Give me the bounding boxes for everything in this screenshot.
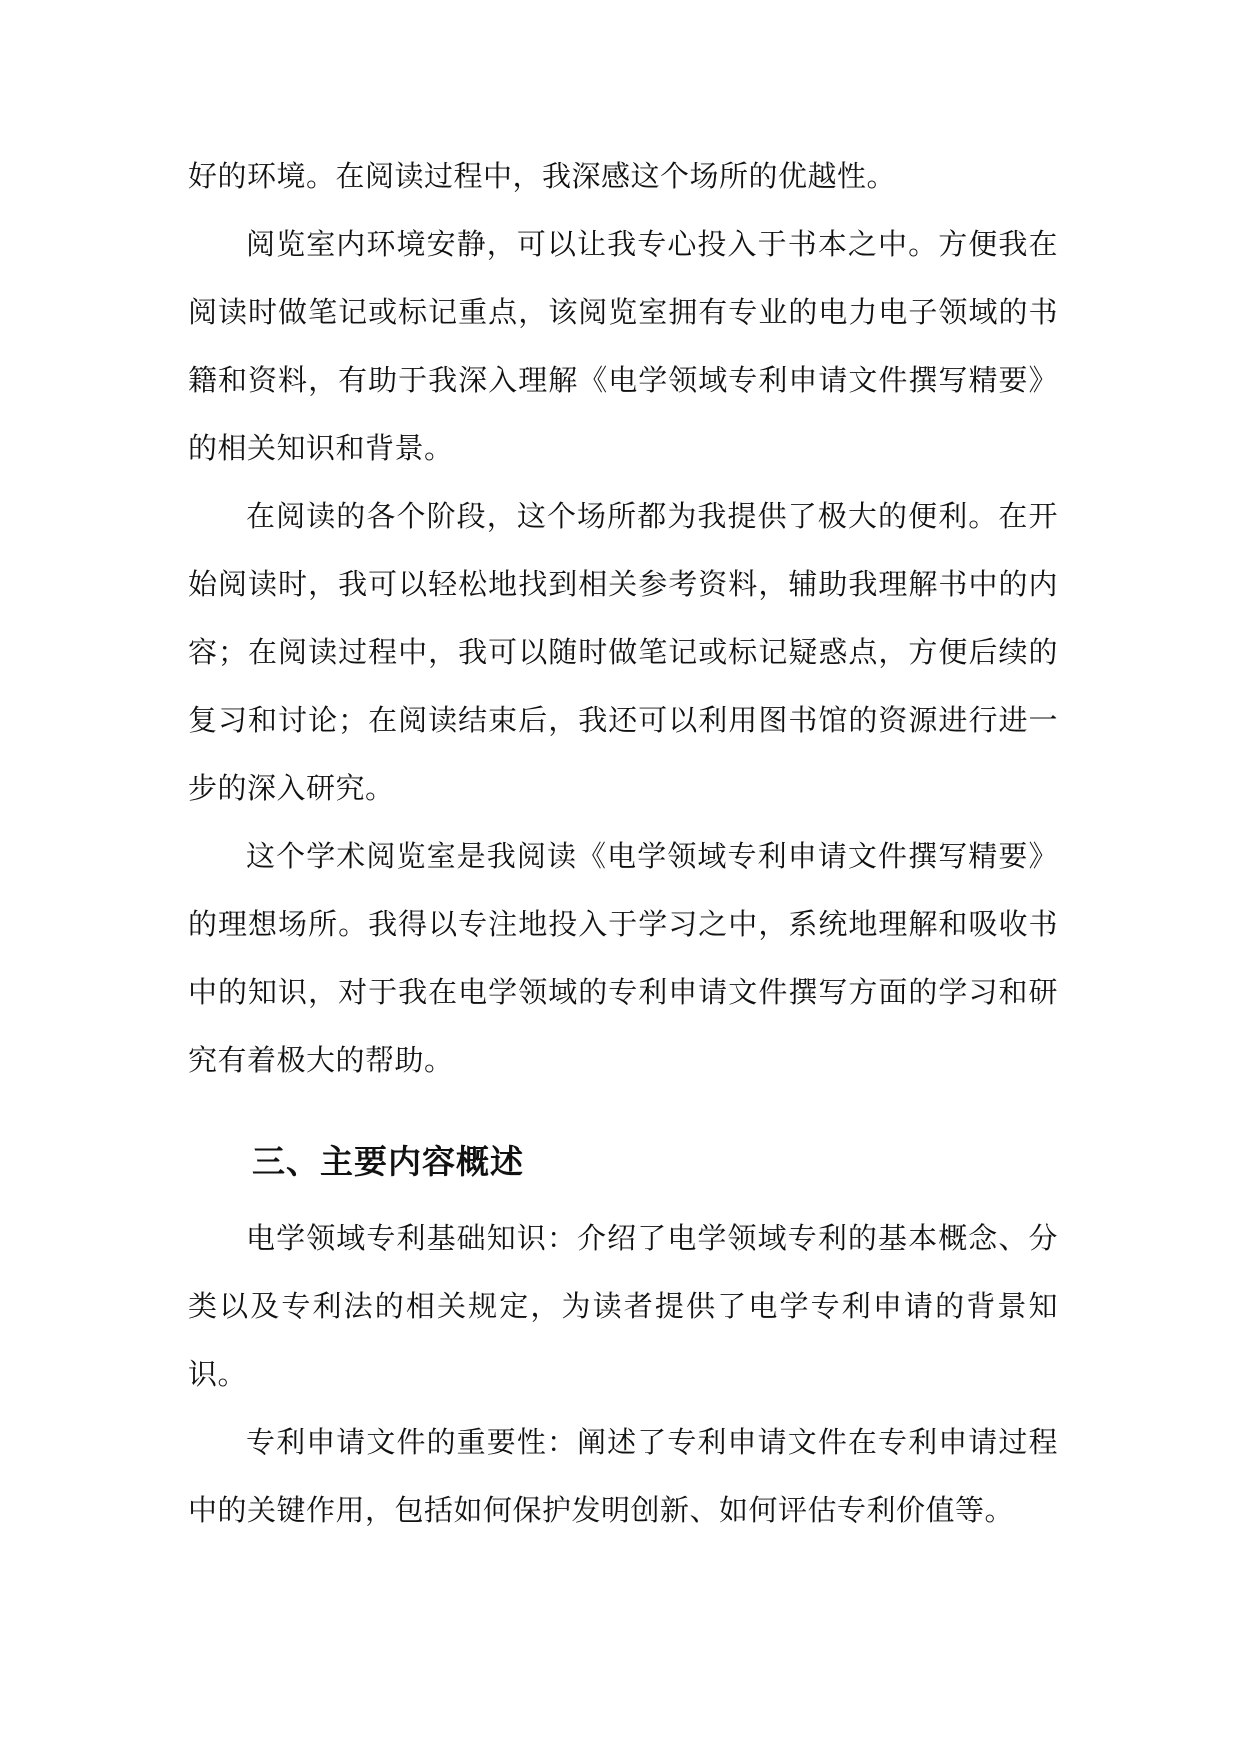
document-body: [188, 142, 1058, 1544]
paragraph-ideal-place: 这个学术阅览室是我阅读《电学领域专利申请文件撰写精要》的理想场所。我得以专注地投入于学习之中，系统地理解和吸收书中的知识，对于我在电学领域的专利申请文件撰写方面的学习和研究有着极大的帮助。: [188, 839, 1058, 1077]
paragraph-patent-basics: 电学领域专利基础知识：介绍了电学领域专利的基本概念、分类以及专利法的相关规定，为读者提供了电学专利申请的背景知识。: [188, 1221, 1058, 1391]
paragraph-reading-room-environment: 阅览室内环境安静，可以让我专心投入于书本之中。方便我在阅读时做笔记或标记重点，该阅览室拥有专业的电力电子领域的书籍和资料，有助于我深入理解《电学领域专利申请文件撰写精要》的相关知识和背景。: [188, 227, 1058, 465]
paragraph-continuation: 好的环境。在阅读过程中，我深感这个场所的优越性。: [188, 159, 897, 193]
paragraph-application-importance: 专利申请文件的重要性：阐述了专利申请文件在专利申请过程中的关键作用，包括如何保护发明创新、如何评估专利价值等。: [188, 1425, 1058, 1527]
section-heading: 三、主要内容概述: [252, 1142, 524, 1181]
paragraph-reading-stages: 在阅读的各个阶段，这个场所都为我提供了极大的便利。在开始阅读时，我可以轻松地找到相关参考资料，辅助我理解书中的内容；在阅读过程中，我可以随时做笔记或标记疑惑点，方便后续的复习和讨论；在阅读结束后，我还可以利用图书馆的资源进行进一步的深入研究。: [188, 499, 1058, 805]
